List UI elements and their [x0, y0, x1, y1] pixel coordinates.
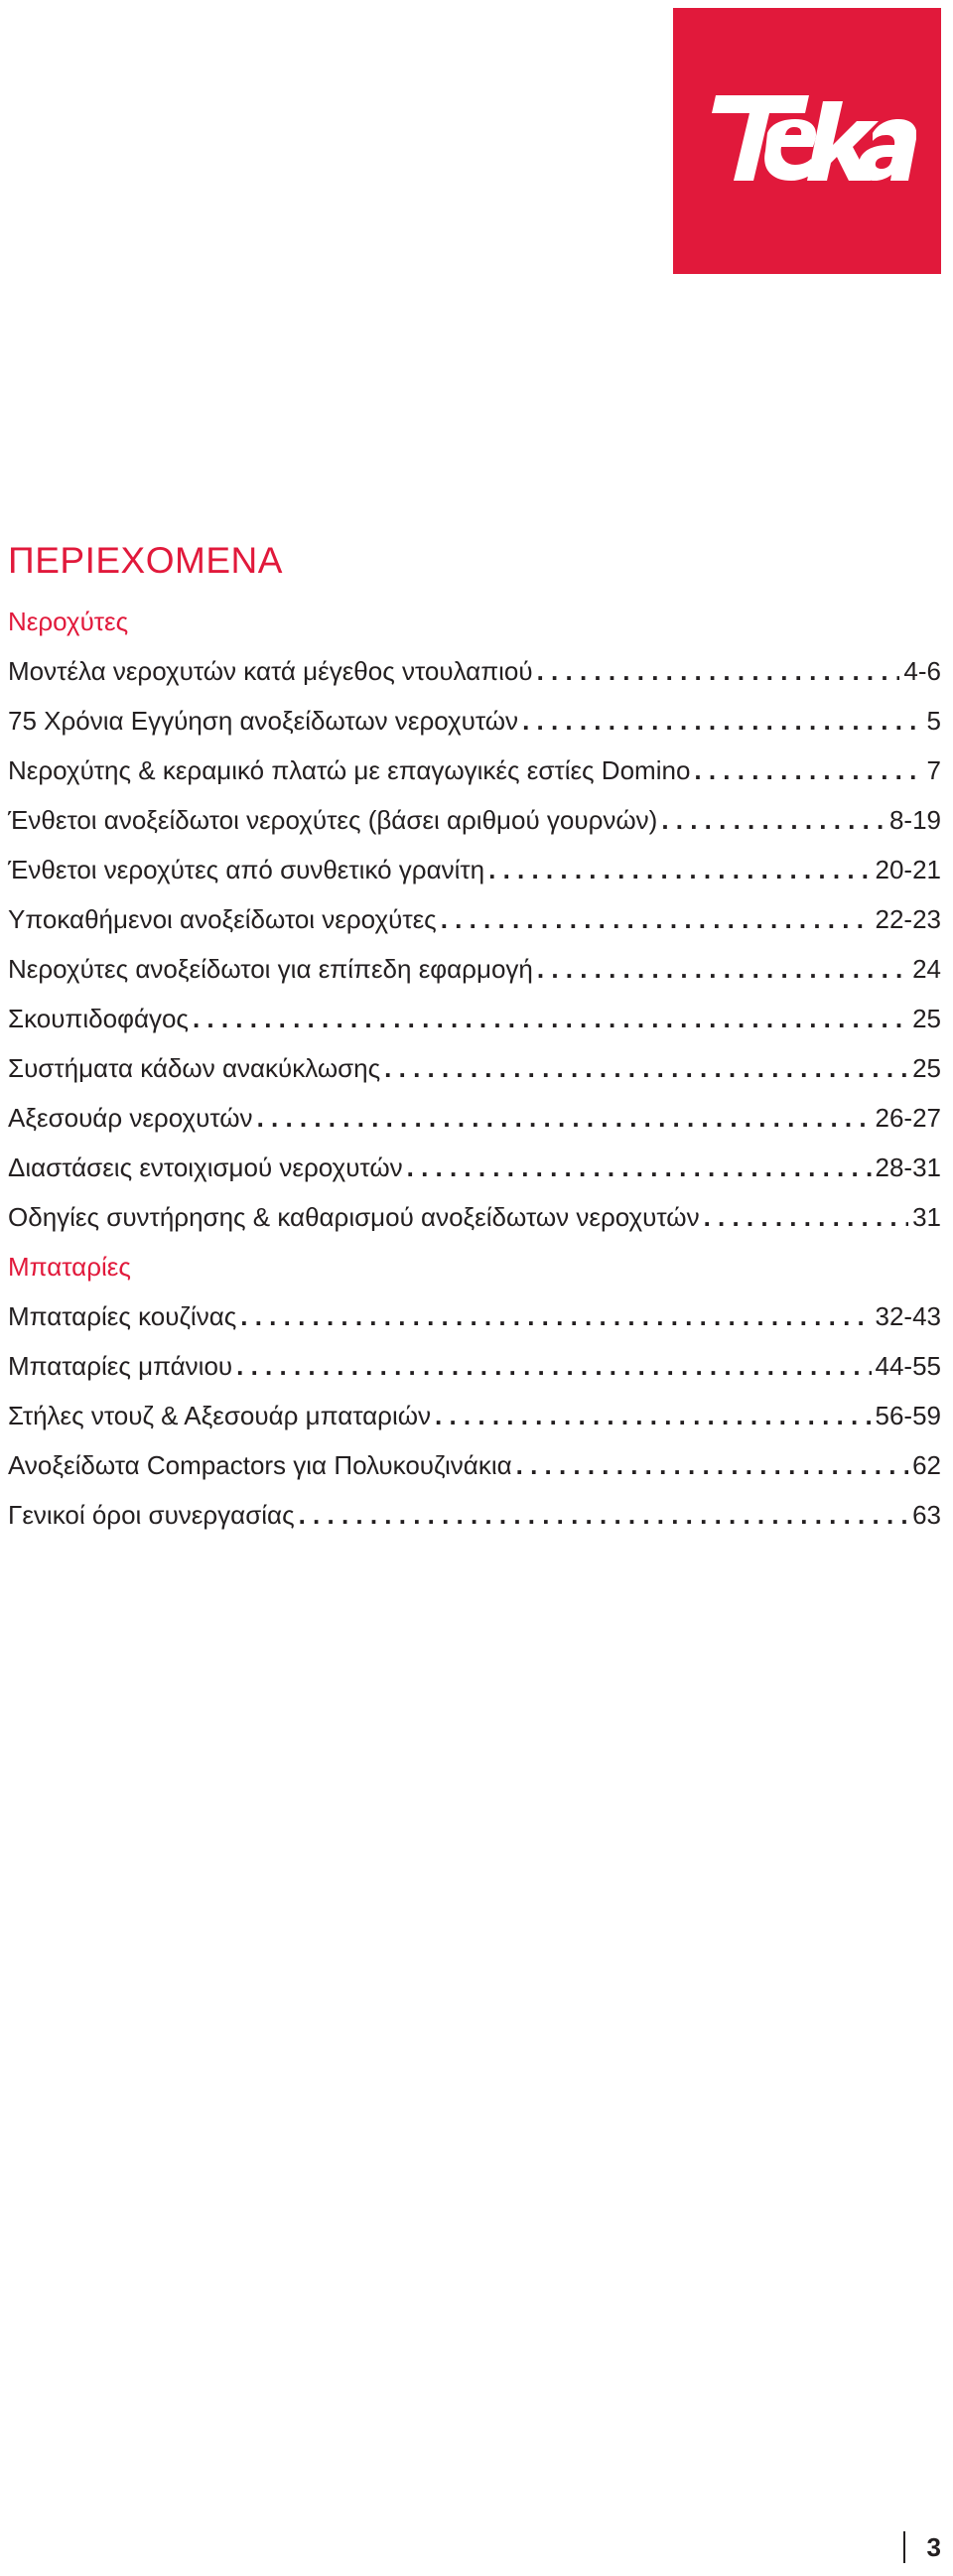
- toc-entry-page: 7: [926, 755, 941, 785]
- toc-entry[interactable]: [8, 994, 941, 1043]
- toc-dot-leader: [488, 845, 871, 894]
- toc-dot-leader: [537, 646, 900, 696]
- page-number-divider: [903, 2531, 905, 2563]
- toc-dot-leader: [407, 1143, 872, 1192]
- toc-entry-page: 25: [912, 1004, 941, 1033]
- toc-dot-leader: [516, 1440, 908, 1490]
- toc-dot-leader: [537, 944, 908, 994]
- toc-entry[interactable]: [8, 646, 941, 696]
- toc-entry[interactable]: [8, 1341, 941, 1391]
- table-of-contents: [8, 531, 941, 1540]
- toc-entry-page: 31: [912, 1202, 941, 1232]
- toc-dot-leader: [704, 1192, 908, 1242]
- toc-entry[interactable]: [8, 696, 941, 746]
- toc-entry-label: Σκουπιδοφάγος: [8, 1004, 189, 1033]
- toc-entry-label: Συστήματα κάδων ανακύκλωσης: [8, 1053, 381, 1083]
- toc-dot-leader: [694, 746, 922, 795]
- toc-dot-leader: [384, 1043, 908, 1093]
- toc-dot-leader: [257, 1093, 872, 1143]
- toc-dot-leader: [240, 1291, 871, 1341]
- toc-title: ΠΕΡΙΕΧΟΜΕΝΑ: [8, 540, 283, 581]
- toc-entry[interactable]: [8, 1440, 941, 1490]
- toc-entry[interactable]: [8, 795, 941, 845]
- toc-entry-label: Μοντέλα νεροχυτών κατά μέγεθος ντουλαπιού: [8, 656, 533, 686]
- toc-dot-leader: [441, 894, 872, 944]
- toc-entry-label: Γενικοί όροι συνεργασίας: [8, 1500, 295, 1530]
- toc-entry-label: Οδηγίες συντήρησης & καθαρισμού ανοξείδωτων νεροχυτών: [8, 1202, 700, 1232]
- toc-entry-page: 4-6: [903, 656, 941, 686]
- toc-entry[interactable]: [8, 1291, 941, 1341]
- page-footer: [903, 2530, 941, 2564]
- section-heading-faucets: Μπαταρίες: [8, 1252, 131, 1282]
- toc-entry-label: Ένθετοι νεροχύτες από συνθετικό γρανίτη: [8, 855, 485, 884]
- toc-dot-leader: [522, 696, 922, 746]
- toc-entry-label: Υποκαθήμενοι ανοξείδωτοι νεροχύτες: [8, 904, 437, 934]
- toc-entry[interactable]: [8, 1093, 941, 1143]
- toc-entry-label: Νεροχύτης & κεραμικό πλατώ με επαγωγικές εστίες Domino: [8, 755, 691, 785]
- toc-entry-page: 22-23: [875, 904, 941, 934]
- toc-entry-page: 25: [912, 1053, 941, 1083]
- toc-entry-label: Διαστάσεις εντοιχισμού νεροχυτών: [8, 1152, 403, 1182]
- toc-entry-page: 5: [926, 706, 941, 736]
- toc-entry-page: 62: [912, 1450, 941, 1480]
- toc-entry-label: Στήλες ντουζ & Αξεσουάρ μπαταριών: [8, 1401, 432, 1430]
- section-heading-sinks: Νεροχύτες: [8, 607, 129, 636]
- toc-entry[interactable]: [8, 1043, 941, 1093]
- toc-entry-page: 28-31: [875, 1152, 941, 1182]
- toc-entry[interactable]: [8, 845, 941, 894]
- toc-entry-label: Αξεσουάρ νεροχυτών: [8, 1103, 253, 1133]
- toc-entry[interactable]: [8, 944, 941, 994]
- toc-entry[interactable]: [8, 1391, 941, 1440]
- toc-entry[interactable]: [8, 894, 941, 944]
- toc-entry-page: 26-27: [875, 1103, 941, 1133]
- toc-entry-label: 75 Χρόνια Εγγύηση ανοξείδωτων νεροχυτών: [8, 706, 519, 736]
- toc-entry-page: 56-59: [875, 1401, 941, 1430]
- toc-entry-page: 32-43: [875, 1301, 941, 1331]
- toc-entry[interactable]: [8, 1490, 941, 1540]
- toc-entry-page: 44-55: [875, 1351, 941, 1381]
- teka-logo-mark: [698, 81, 916, 201]
- toc-dot-leader: [661, 795, 885, 845]
- toc-entry-page: 20-21: [875, 855, 941, 884]
- toc-entry-label: Ένθετοι ανοξείδωτοι νεροχύτες (βάσει αριθμού γουρνών): [8, 805, 658, 835]
- toc-entry-label: Μπαταρίες κουζίνας: [8, 1301, 237, 1331]
- page-number: 3: [926, 2532, 941, 2562]
- toc-entry-label: Ανοξείδωτα Compactors για Πολυκουζινάκια: [8, 1450, 512, 1480]
- toc-dot-leader: [435, 1391, 871, 1440]
- toc-entry-label: Νεροχύτες ανοξείδωτοι για επίπεδη εφαρμογή: [8, 954, 533, 984]
- toc-entry-page: 63: [912, 1500, 941, 1530]
- toc-dot-leader: [236, 1341, 871, 1391]
- toc-entry[interactable]: [8, 1143, 941, 1192]
- toc-dot-leader: [193, 994, 908, 1043]
- toc-entry[interactable]: [8, 1192, 941, 1242]
- toc-entry-page: 8-19: [888, 805, 941, 835]
- toc-entry-page: 24: [912, 954, 941, 984]
- toc-dot-leader: [299, 1490, 908, 1540]
- toc-entry[interactable]: [8, 746, 941, 795]
- teka-logo: [673, 8, 941, 274]
- toc-entry-label: Μπαταρίες μπάνιου: [8, 1351, 233, 1381]
